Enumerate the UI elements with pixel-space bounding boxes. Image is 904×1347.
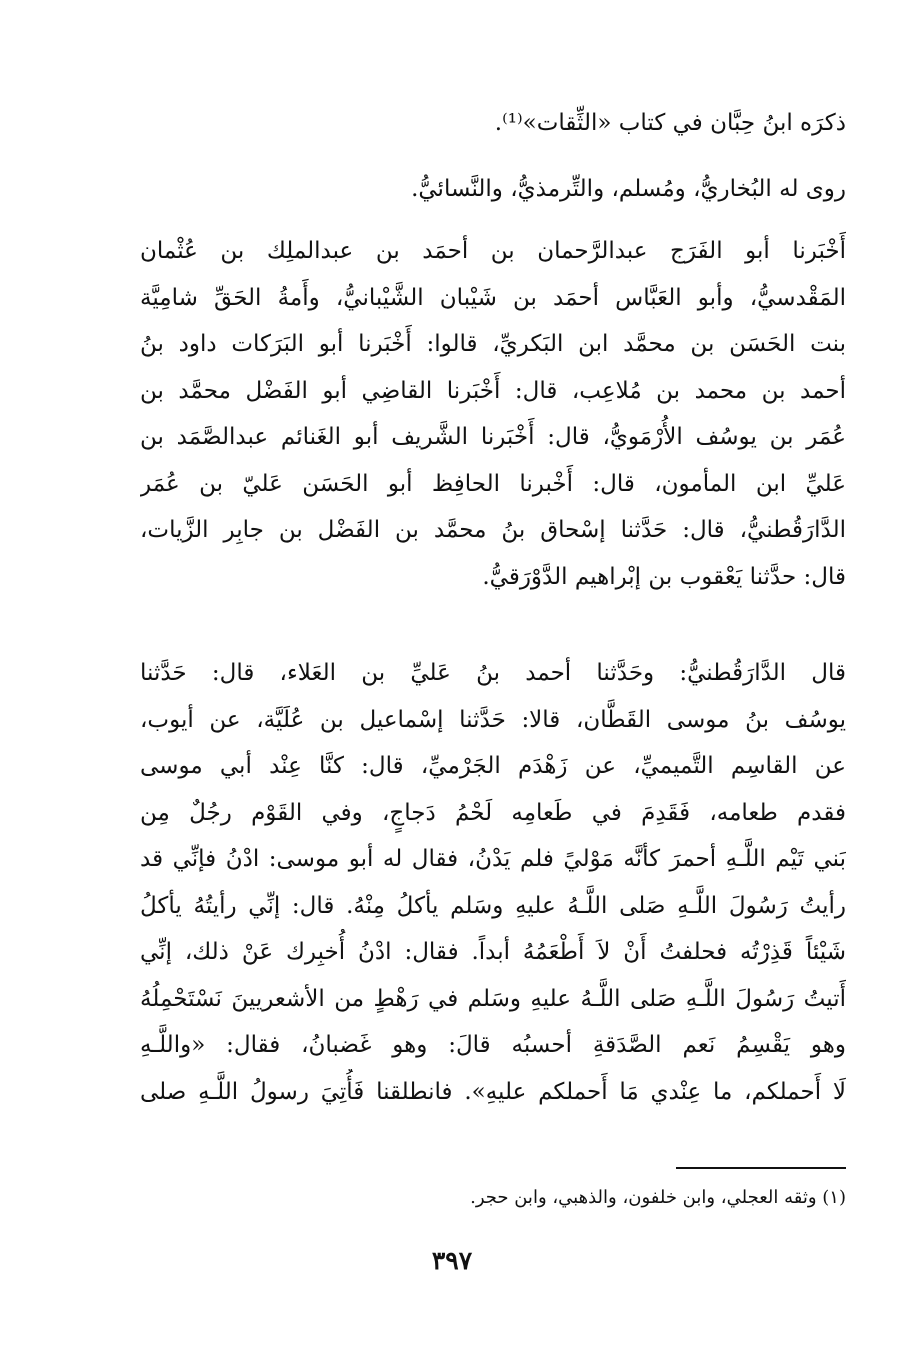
text-line: أحمد بن محمد بن مُلاعِب، قال: أَخْبَرنا القاضِي أبو الفَضْل محمَّد بن xyxy=(140,377,846,404)
text-line: المَقْدسيُّ، وأبو العَبَّاس أحمَد بن شَيْبان الشَّيْبانيُّ، وأَمةُ الحَقِّ شامِيَّة xyxy=(140,284,846,311)
text-line: يوسُف بنُ موسى القَطَّان، قالا: حَدَّثنا إسْماعيل بن عُلَيَّة، عن أيوب، xyxy=(140,706,846,733)
text-line: روى له البُخاريُّ، ومُسلم، والتِّرمذيُّ، والنَّسائيُّ. xyxy=(411,176,846,202)
text-line: قال: حدَّثنا يَعْقوب بن إبْراهيم الدَّوْرَقيُّ. xyxy=(482,563,846,590)
text-line: رأيتُ رَسُولَ اللَّـهِ صَلى اللَّـهُ عليهِ وسَلم يأكلُ مِنْهُ. قال: إنِّي رأيتُهُ يأكلُ xyxy=(140,892,846,919)
text-line: أَتيتُ رَسُولَ اللَّـهِ صَلى اللَّـهُ عليهِ وسَلم في رَهْطٍ من الأشعريينَ نَسْتَحْمِلُهُ xyxy=(140,985,846,1012)
isnad-paragraph xyxy=(140,228,846,600)
text-line: أَخْبَرنا أبو الفَرَج عبدالرَّحمان بن أحمَد بن عبدالملِك بن عُثْمان xyxy=(140,238,846,264)
text-line: عُمَر بن يوسُف الأُرْمَويُّ، قال: أَخْبَرنا الشَّريف أبو الغَنائم عبدالصَّمَد بن xyxy=(140,424,846,450)
text-line: وهو يَقْسِمُ نَعم الصَّدَقةِ أحسبُه قالَ: وهو غَضبانُ، فقال: «واللَّـهِ xyxy=(140,1032,846,1058)
text-line: عَليِّ ابن المأمون، قال: أَخْبرنا الحافِظ أبو الحَسَن عَليّ بن عُمَر xyxy=(140,470,846,497)
entry-intro xyxy=(140,100,846,147)
text-line: لَا أَحملكم، ما عِنْدي مَا أَحملكم عليهِ». فانطلقنا فَأُتِيَ رسولُ اللَّـهِ صلى xyxy=(140,1078,846,1105)
text-line: شَيْئاً قَذِرْتُه فحلفتُ أَنْ لاَ أَطْعَمُهُ أبداً. فقال: ادْنُ أُخبِرك عَنْ ذلك، إنِّي xyxy=(140,939,846,965)
text-line: الدَّارَقُطنيُّ، قال: حَدَّثنا إسْحاق بنُ محمَّد بن الفَضْل بن جابِر الزَّيات، xyxy=(140,517,846,543)
narrated-by xyxy=(140,166,846,213)
text-line: بَني تَيْم اللَّـهِ أحمرَ كأنَّه مَوْليً فلم يَدْنُ، فقال له أبو موسى: ادْنُ فإنِّي قد xyxy=(140,846,846,872)
text-line: عن القاسِم التَّميميِّ، عن زَهْدَم الجَرْميِّ، قال: كنَّا عِنْد أبي موسى xyxy=(140,753,846,779)
text-line: قال الدَّارَقُطنيُّ: وحَدَّثنا أحمد بنُ عَليِّ بن العَلاء، قال: حَدَّثنا xyxy=(140,660,846,686)
footnote-divider xyxy=(676,1167,846,1169)
footnote: (١) وثقه العجلي، وابن خلفون، والذهبي، وابن حجر. xyxy=(470,1187,846,1208)
text-line: فقدم طعامه، فَقَدِمَ في طَعامِه لَحْمُ دَجاجٍ، وفي القَوْم رجُلٌ مِن xyxy=(140,799,846,826)
page-number: ٣٩٧ xyxy=(431,1246,473,1275)
hadith-paragraph xyxy=(140,650,846,1115)
text-line: ذكرَه ابنُ حِبَّان في كتاب «الثِّقات»⁽¹⁾. xyxy=(494,110,846,136)
text-line: بنت الحَسَن بن محمَّد ابن البَكريِّ، قالوا: أَخْبَرنا أبو البَرَكات داود بنُ xyxy=(140,331,846,357)
